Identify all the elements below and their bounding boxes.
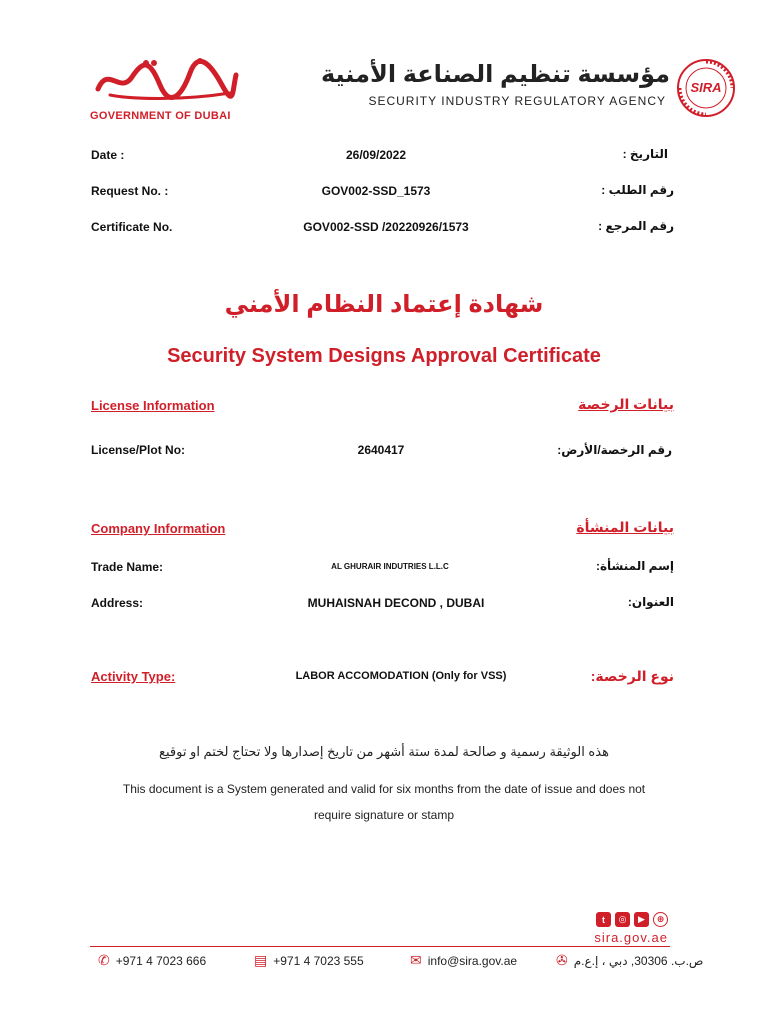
plot-label: License/Plot No:	[91, 443, 186, 457]
activity-label-ar: نوع الرخصة:	[590, 668, 674, 684]
activity-value: LABOR ACCOMODATION (Only for VSS)	[295, 670, 507, 682]
dubai-logo-en: GOVERNMENT OF DUBAI	[90, 110, 231, 122]
certificate-value: GOV002-SSD /20220926/1573	[303, 220, 469, 234]
footer-divider	[90, 946, 670, 947]
trade-label: Trade Name:	[91, 560, 164, 574]
notice-en-line1: This document is a System generated and valid for six months from the date of issue and does not	[122, 782, 646, 796]
license-heading-ar: بيانات الرخصة	[578, 396, 674, 412]
address-label-ar: العنوان:	[627, 595, 674, 609]
footer-fax	[254, 952, 364, 969]
sira-name-en: SECURITY INDUSTRY REGULATORY AGENCY	[368, 94, 666, 108]
fax-icon: ▤	[254, 952, 268, 968]
notice-en-line2: require signature or stamp	[313, 808, 455, 822]
request-label-ar: رقم الطلب :	[601, 183, 674, 197]
social-icons	[596, 912, 668, 927]
activity-label: Activity Type:	[91, 669, 176, 684]
footer-email	[410, 952, 517, 969]
globe-icon[interactable]: ⊕	[653, 912, 668, 927]
title-en: Security System Designs Approval Certificate	[167, 345, 601, 367]
footer-phone	[98, 952, 206, 969]
plot-label-ar: رقم الرخصة/الأرض:	[557, 443, 672, 457]
sira-seal-logo	[676, 58, 736, 118]
company-heading-ar: بيانات المنشأة	[576, 519, 674, 535]
request-value: GOV002-SSD_1573	[321, 184, 431, 198]
company-heading: Company Information	[91, 521, 226, 536]
trade-value: AL GHURAIR INDUTRIES L.L.C	[331, 562, 449, 571]
pobox-icon: ✇	[556, 952, 568, 968]
youtube-icon[interactable]: ▶	[634, 912, 649, 927]
date-value: 26/09/2022	[345, 148, 407, 162]
title-ar: شهادة إعتماد النظام الأمني	[224, 291, 544, 318]
license-heading: License Information	[91, 398, 215, 413]
phone-icon: ✆	[98, 952, 110, 968]
phone-number[interactable]: +971 4 7023 666	[115, 953, 207, 968]
email-address[interactable]: info@sira.gov.ae	[427, 953, 518, 968]
twitter-icon[interactable]: t	[596, 912, 611, 927]
address-label: Address:	[91, 596, 144, 610]
website-link[interactable]: sira.gov.ae	[594, 930, 668, 945]
notice-ar: هذه الوثيقة رسمية و صالحة لمدة ستة أشهر من تاريخ إصدارها ولا تحتاج لختم او توقيع	[159, 744, 609, 759]
plot-value: 2640417	[357, 443, 405, 457]
address-value: MUHAISNAH DECOND , DUBAI	[307, 596, 485, 610]
certificate-label-ar: رقم المرجع :	[598, 219, 674, 233]
email-icon: ✉	[410, 952, 422, 968]
date-label-ar: التاريخ :	[622, 147, 668, 161]
certificate-label: Certificate No.	[91, 220, 173, 234]
trade-label-ar: إسم المنشأة:	[595, 559, 674, 573]
dubai-calligraphy-icon	[90, 55, 240, 103]
dubai-government-logo	[90, 55, 240, 123]
sira-seal-text: SIRA	[690, 80, 722, 95]
pobox-text: ص.ب. 30306, دبي ، إ.ع.م	[573, 953, 704, 968]
instagram-icon[interactable]: ◎	[615, 912, 630, 927]
date-label: Date :	[91, 148, 125, 162]
sira-name-ar: مؤسسة تنظيم الصناعة الأمنية	[320, 61, 670, 88]
footer-pobox	[556, 952, 703, 969]
fax-number: +971 4 7023 555	[273, 953, 364, 968]
request-label: Request No. :	[91, 184, 169, 198]
